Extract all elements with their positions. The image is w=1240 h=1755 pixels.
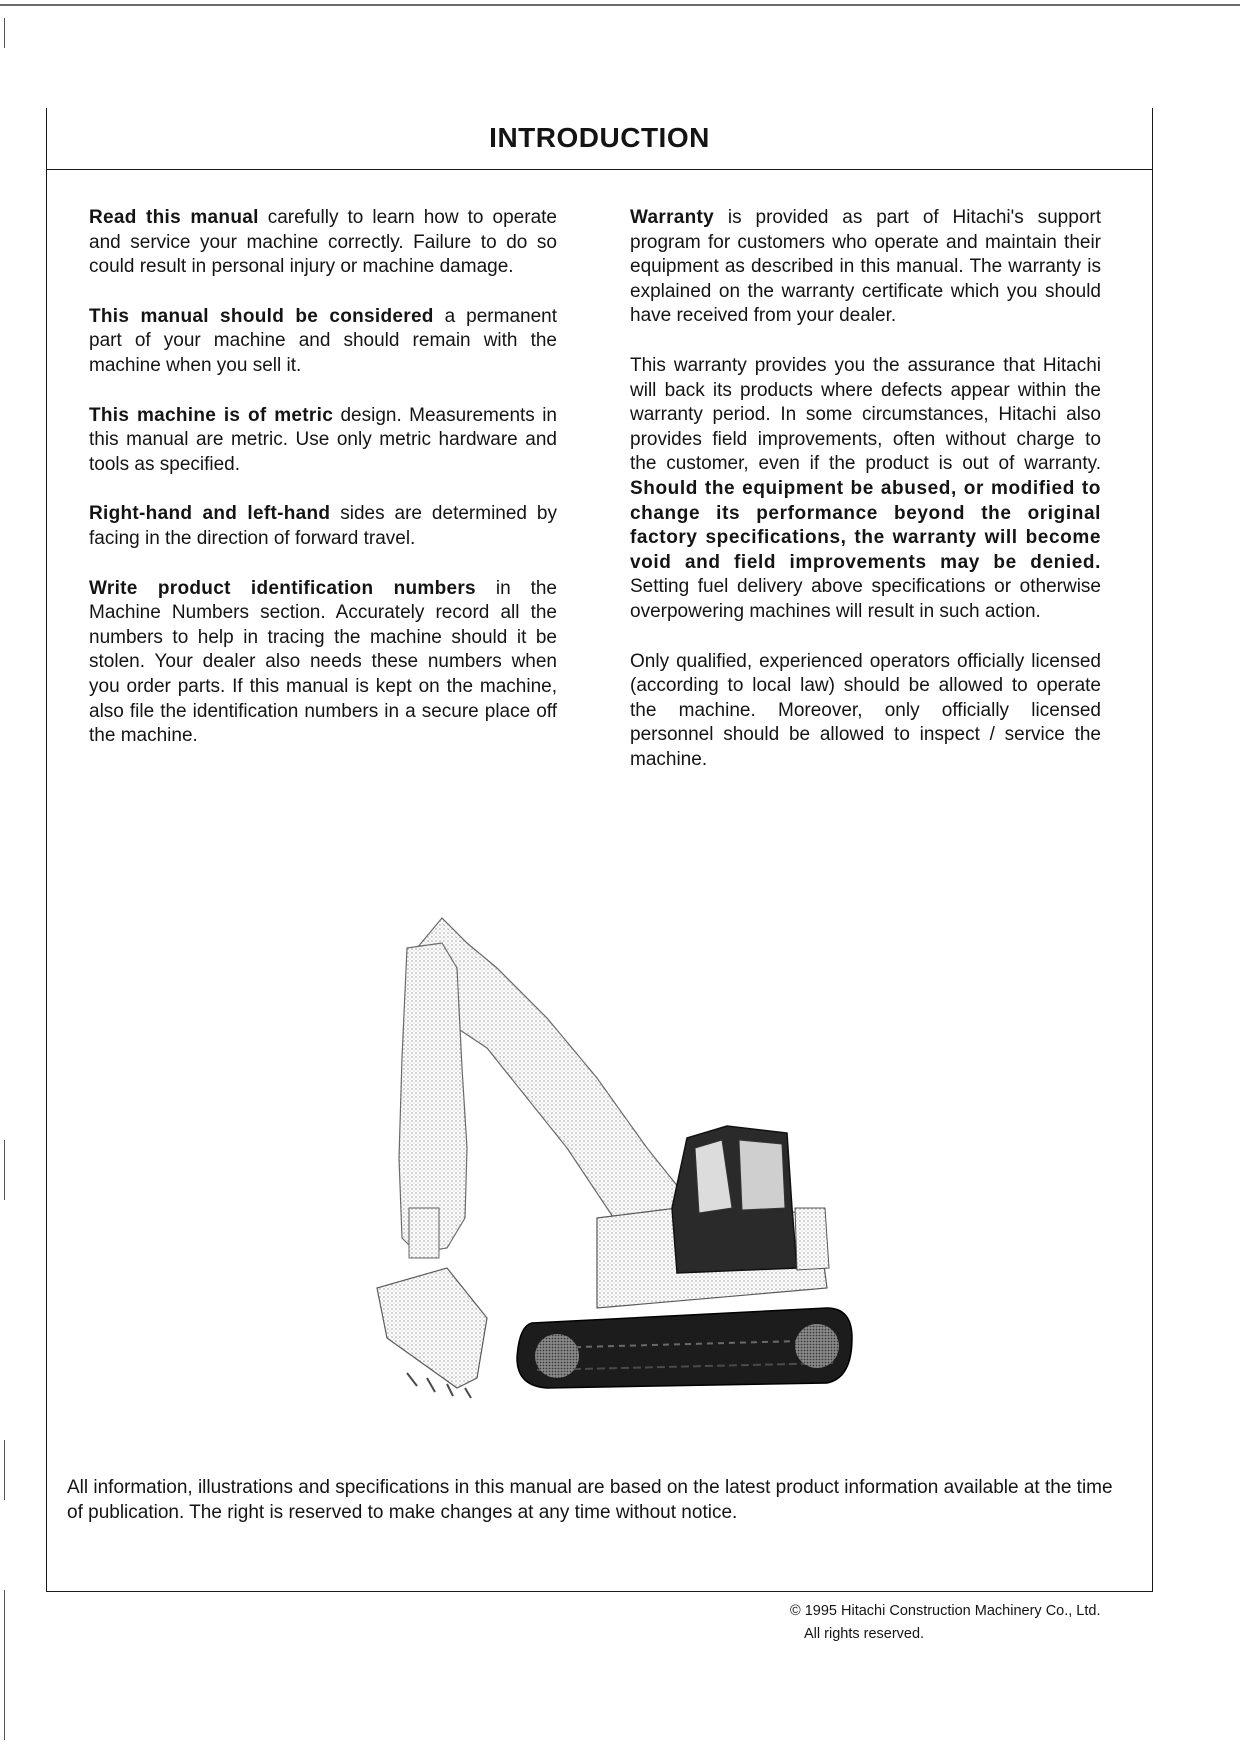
scan-edge-mark	[4, 1440, 5, 1500]
paragraph-text: This warranty provides you the assurance that Hitachi will back its products where defects appear within the warranty period. In some circumstances, Hitachi also provides field improvements, often without charge to the customer, even if the product is out of warranty.	[630, 354, 1101, 475]
paragraph-permanent-part	[89, 305, 557, 379]
right-column	[630, 206, 1101, 797]
paragraph-lead: Read this manual	[89, 207, 259, 228]
disclaimer-note: All information, illustrations and specifications in this manual are based on the latest product information available at the time of publication. The right is reserved to make changes at any time without notice.	[67, 1477, 1113, 1523]
paragraph-text: is provided as part of Hitachi's support program for customers who operate and maintain their equipment as described in this manual. The warranty is explained on the warranty certificate which you should have received from your dealer.	[630, 207, 1101, 327]
bucket-icon	[377, 1268, 487, 1398]
paragraph-text: Only qualified, experienced operators officially licensed (according to local law) should be allowed to operate the machine. Moreover, only officially licensed personnel should be allowed to inspect / service the machine.	[630, 650, 1101, 770]
paragraph-bold-warning: Should the equipment be abused, or modified to change its performance beyond the original factory specifications, the warranty will become void and field improvements may be denied.	[630, 477, 1101, 573]
paragraph-metric-design	[89, 404, 557, 478]
paragraph-warranty	[630, 206, 1101, 329]
paragraph-identification-numbers	[89, 577, 557, 749]
paragraph-text: carefully to learn how to operate and service your machine correctly. Failure to do so could result in personal injury or machine damage.	[89, 207, 557, 278]
paragraph-lead: Write product identification numbers	[89, 577, 476, 599]
copyright-notice	[790, 1600, 1101, 1646]
paragraph-warranty-assurance	[630, 354, 1101, 625]
paragraph-lead: This machine is of metric	[89, 404, 334, 426]
paragraph-read-manual	[89, 206, 557, 280]
paragraph-lead: Warranty	[630, 207, 715, 228]
paragraph-text: design. Measurements in this manual are metric. Use only metric hardware and tools as specified.	[89, 404, 557, 475]
paragraph-text: sides are determined by facing in the direction of forward travel.	[89, 503, 557, 549]
paragraph-qualified-operators	[630, 650, 1101, 773]
paragraph-sides	[89, 502, 557, 551]
paragraph-text: Setting fuel delivery above specifications or otherwise overpowering machines will result in such action.	[630, 576, 1101, 622]
paragraph-lead: This manual should be considered	[89, 305, 434, 327]
rights-reserved-line: All rights reserved.	[804, 1626, 925, 1642]
page-title: INTRODUCTION	[489, 122, 710, 153]
paragraph-text: a permanent part of your machine and should remain with the machine when you sell it.	[89, 305, 557, 376]
paragraph-lead: Right-hand and left-hand	[89, 503, 331, 525]
copyright-line: © 1995 Hitachi Construction Machinery Co., Ltd.	[790, 1603, 1101, 1619]
scan-edge-line	[0, 4, 1240, 6]
scan-edge-mark	[4, 1140, 5, 1200]
excavator-arm	[399, 943, 467, 1258]
excavator-track	[517, 1308, 852, 1388]
scan-edge-mark	[4, 18, 5, 48]
header-box	[47, 108, 1152, 170]
paragraph-text: in the Machine Numbers section. Accurately record all the numbers to help in tracing the machine should it be stolen. Your dealer also needs these numbers when you order parts. If this manual is kept on the machine, also file the identification numbers in a secure place off the machine.	[89, 577, 558, 747]
scan-edge-mark	[4, 1590, 5, 1740]
left-column	[89, 206, 557, 774]
excavator-illustration	[347, 908, 937, 1508]
page-frame	[46, 108, 1153, 1592]
